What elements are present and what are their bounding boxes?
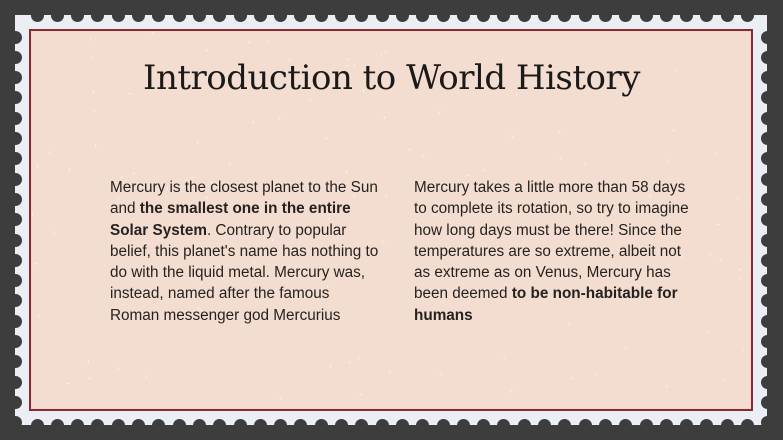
perforation-hole — [9, 396, 22, 409]
perforation-hole — [112, 419, 125, 432]
perforation-hole — [437, 9, 450, 22]
perforation-hole — [31, 9, 44, 22]
slide-title: Introduction to World History — [143, 58, 640, 98]
perforation-hole — [761, 416, 774, 429]
perforation-hole — [497, 9, 510, 22]
left-text-part: . Contrary to popular belief, this planet's name has nothing to do with the liquid metal. Mercury was, instead, named after the famous Roman messenger god Mercurius — [110, 221, 379, 324]
left-text-column — [110, 177, 380, 326]
perforation-hole — [9, 355, 22, 368]
right-text-column — [414, 177, 689, 326]
perforation-hole — [9, 213, 22, 226]
perforation-hole — [761, 213, 774, 226]
perforation-hole — [193, 419, 206, 432]
perforation-hole — [294, 419, 307, 432]
perforation-hole — [721, 9, 734, 22]
perforation-hole — [355, 419, 368, 432]
perforation-hole — [518, 419, 531, 432]
perforation-hole — [294, 9, 307, 22]
perforation-hole — [9, 234, 22, 247]
perforation-hole — [599, 419, 612, 432]
perforation-hole — [558, 9, 571, 22]
paper-texture-speck — [69, 168, 70, 171]
perforation-hole — [152, 419, 165, 432]
perforation-hole — [741, 9, 754, 22]
perforation-hole — [376, 419, 389, 432]
perforation-hole — [538, 9, 551, 22]
perforation-hole — [396, 419, 409, 432]
perforation-hole — [680, 9, 693, 22]
perforation-hole — [173, 9, 186, 22]
perforation-hole — [660, 9, 673, 22]
perforation-hole — [234, 419, 247, 432]
perforation-hole — [457, 9, 470, 22]
perforation-hole — [700, 9, 713, 22]
perforation-hole — [9, 335, 22, 348]
perforation-hole — [437, 419, 450, 432]
perforation-hole — [173, 419, 186, 432]
perforation-hole — [274, 419, 287, 432]
perforation-hole — [9, 274, 22, 287]
perforation-hole — [9, 254, 22, 267]
perforation-hole — [71, 419, 84, 432]
perforation-hole — [213, 9, 226, 22]
perforation-hole — [761, 152, 774, 165]
paper-texture-speck — [408, 149, 411, 150]
perforation-hole — [234, 9, 247, 22]
perforation-hole — [579, 419, 592, 432]
perforation-hole — [761, 254, 774, 267]
perforation-hole — [619, 9, 632, 22]
perforation-hole — [112, 9, 125, 22]
perforation-hole — [599, 9, 612, 22]
perforation-hole — [538, 419, 551, 432]
perforation-hole — [761, 193, 774, 206]
perforation-hole — [91, 9, 104, 22]
perforation-hole — [579, 9, 592, 22]
perforation-hole — [51, 419, 64, 432]
perforation-hole — [518, 9, 531, 22]
perforation-hole — [761, 335, 774, 348]
perforation-hole — [9, 152, 22, 165]
perforation-hole — [132, 9, 145, 22]
perforation-hole — [9, 31, 22, 44]
perforation-hole — [761, 173, 774, 186]
perforation-hole — [315, 419, 328, 432]
perforation-hole — [761, 234, 774, 247]
paper-texture-speck — [253, 121, 254, 124]
perforation-hole — [761, 294, 774, 307]
right-text-bold: to be non-habitable for humans — [414, 285, 678, 324]
perforation-hole — [376, 9, 389, 22]
perforation-hole — [152, 9, 165, 22]
perforation-hole — [9, 294, 22, 307]
paper-texture-speck — [439, 374, 442, 375]
perforation-hole — [416, 9, 429, 22]
perforation-hole — [457, 419, 470, 432]
perforation-hole — [193, 9, 206, 22]
perforation-hole — [51, 9, 64, 22]
perforation-hole — [355, 9, 368, 22]
perforation-hole — [9, 112, 22, 125]
perforation-hole — [497, 419, 510, 432]
perforation-hole — [335, 419, 348, 432]
perforation-hole — [761, 112, 774, 125]
perforation-hole — [761, 31, 774, 44]
perforation-hole — [315, 9, 328, 22]
paper-texture-speck — [717, 224, 720, 225]
left-text-part: Mercury is the closest planet to the Sun and — [110, 179, 378, 218]
perforation-hole — [9, 173, 22, 186]
perforation-hole — [761, 274, 774, 287]
perforation-hole — [9, 416, 22, 429]
perforation-hole — [660, 419, 673, 432]
perforation-hole — [335, 9, 348, 22]
perforation-hole — [132, 419, 145, 432]
perforation-hole — [254, 419, 267, 432]
perforation-hole — [640, 419, 653, 432]
perforation-hole — [9, 315, 22, 328]
perforation-hole — [274, 9, 287, 22]
perforation-hole — [9, 376, 22, 389]
perforation-hole — [91, 419, 104, 432]
perforation-hole — [741, 419, 754, 432]
left-text-bold: the smallest one in the entire Solar System — [110, 200, 351, 239]
perforation-hole — [213, 419, 226, 432]
perforation-hole — [416, 419, 429, 432]
perforation-hole — [9, 193, 22, 206]
perforation-hole — [71, 9, 84, 22]
perforation-hole — [31, 419, 44, 432]
perforation-hole — [619, 419, 632, 432]
perforation-hole — [254, 9, 267, 22]
perforation-hole — [680, 419, 693, 432]
perforation-hole — [477, 419, 490, 432]
perforation-hole — [9, 132, 22, 145]
right-text-part: Mercury takes a little more than 58 days to complete its rotation, so try to imagine how long days must be there! Since the temperatures are so extreme, albeit not as extreme as on Venus, Mercury has been deemed — [414, 179, 689, 303]
perforation-hole — [721, 419, 734, 432]
perforation-hole — [640, 9, 653, 22]
perforation-hole — [396, 9, 409, 22]
perforation-hole — [761, 376, 774, 389]
perforation-hole — [761, 355, 774, 368]
perforation-hole — [477, 9, 490, 22]
perforation-hole — [761, 396, 774, 409]
perforation-hole — [761, 132, 774, 145]
perforation-hole — [761, 315, 774, 328]
perforation-hole — [558, 419, 571, 432]
perforation-hole — [700, 419, 713, 432]
